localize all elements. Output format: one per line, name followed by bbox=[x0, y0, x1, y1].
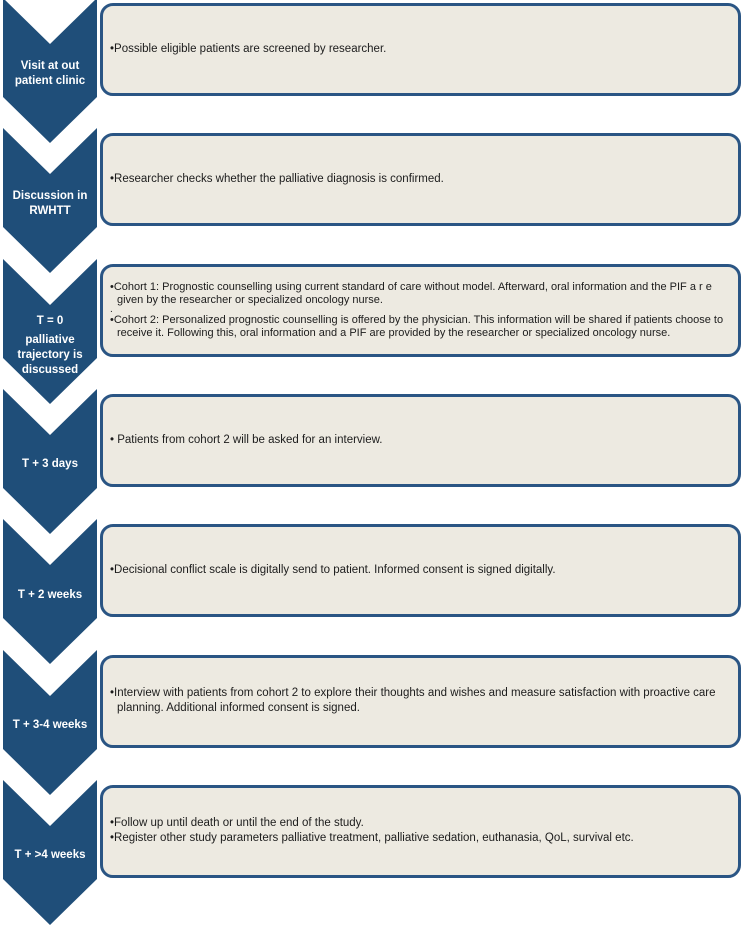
step-time-label-line: T = 0 bbox=[36, 314, 64, 327]
step-detail-text bbox=[103, 433, 738, 448]
step-time-label bbox=[3, 313, 97, 379]
step-time-label-line: RWHTT bbox=[29, 205, 71, 218]
timeline-step-7 bbox=[0, 782, 744, 913]
step-detail-text bbox=[103, 172, 738, 187]
step-detail-box bbox=[100, 655, 741, 748]
stray-dot: . bbox=[110, 304, 113, 316]
step-detail-bullet: •Decisional conflict scale is digitally send to patient. Informed consent is signed digitally. bbox=[110, 564, 556, 577]
step-time-label-line: T + 2 weeks bbox=[17, 588, 83, 601]
step-detail-box bbox=[100, 785, 741, 878]
step-detail-bullet: •Researcher checks whether the palliative diagnosis is confirmed. bbox=[110, 173, 444, 186]
step-time-label bbox=[3, 44, 97, 104]
timeline-step-5 bbox=[0, 521, 744, 652]
step-detail-bullet: •Follow up until death or until the end of the study. bbox=[110, 817, 364, 830]
step-detail-bullet: •Register other study parameters palliative treatment, palliative sedation, euthanasia, QoL, survival etc. bbox=[110, 832, 634, 845]
step-time-label bbox=[3, 826, 97, 886]
timeline-step-4 bbox=[0, 391, 744, 522]
step-time-label bbox=[3, 696, 97, 756]
step-time-label-line: Discussion in bbox=[12, 190, 88, 203]
step-detail-box bbox=[100, 264, 741, 357]
step-time-label bbox=[3, 435, 97, 495]
step-detail-bullet: •Possible eligible patients are screened by researcher. bbox=[110, 43, 387, 55]
step-time-label-line: palliative bbox=[25, 333, 75, 346]
step-detail-text bbox=[103, 42, 738, 57]
step-detail-text bbox=[103, 563, 738, 578]
step-detail-text bbox=[103, 816, 738, 846]
step-time-label bbox=[3, 565, 97, 625]
step-detail-text bbox=[103, 686, 738, 716]
step-time-label-line: trajectory is bbox=[17, 348, 83, 361]
step-detail-bullet: • Patients from cohort 2 will be asked for an interview. bbox=[110, 433, 383, 446]
step-detail-bullet: •Cohort 1: Prognostic counselling using current standard of care without model. Afterward, oral information and the PIF a r e given by the researcher or specialized oncology nurse. bbox=[110, 281, 712, 306]
step-time-label bbox=[3, 174, 97, 234]
timeline-step-3 bbox=[0, 261, 744, 392]
step-detail-box bbox=[100, 524, 741, 617]
step-time-label-line: discussed bbox=[21, 363, 79, 376]
timeline-step-1 bbox=[0, 0, 744, 131]
step-time-label-line: T + 3-4 weeks bbox=[12, 719, 88, 732]
step-detail-bullet: •Cohort 2: Personalized prognostic counselling is offered by the physician. This information will be shared if patients choose to receive it. Following this, oral information and a PIF are provided by the researcher or specialized oncology nurse. bbox=[110, 314, 724, 339]
step-detail-bullet: •Interview with patients from cohort 2 to explore their thoughts and wishes and measure satisfaction with proactive care planning. Additional informed consent is signed. bbox=[110, 687, 716, 715]
step-detail-box bbox=[100, 394, 741, 487]
step-time-label-line: Visit at out bbox=[20, 60, 80, 72]
step-detail-box bbox=[100, 133, 741, 226]
step-detail-text bbox=[103, 281, 738, 339]
timeline-step-6 bbox=[0, 652, 744, 783]
step-time-label-line: T + >4 weeks bbox=[14, 849, 86, 862]
step-time-label-line: T + 3 days bbox=[22, 458, 78, 471]
step-detail-box bbox=[100, 3, 741, 96]
step-time-label-line: patient clinic bbox=[14, 75, 86, 87]
timeline-step-2 bbox=[0, 130, 744, 261]
